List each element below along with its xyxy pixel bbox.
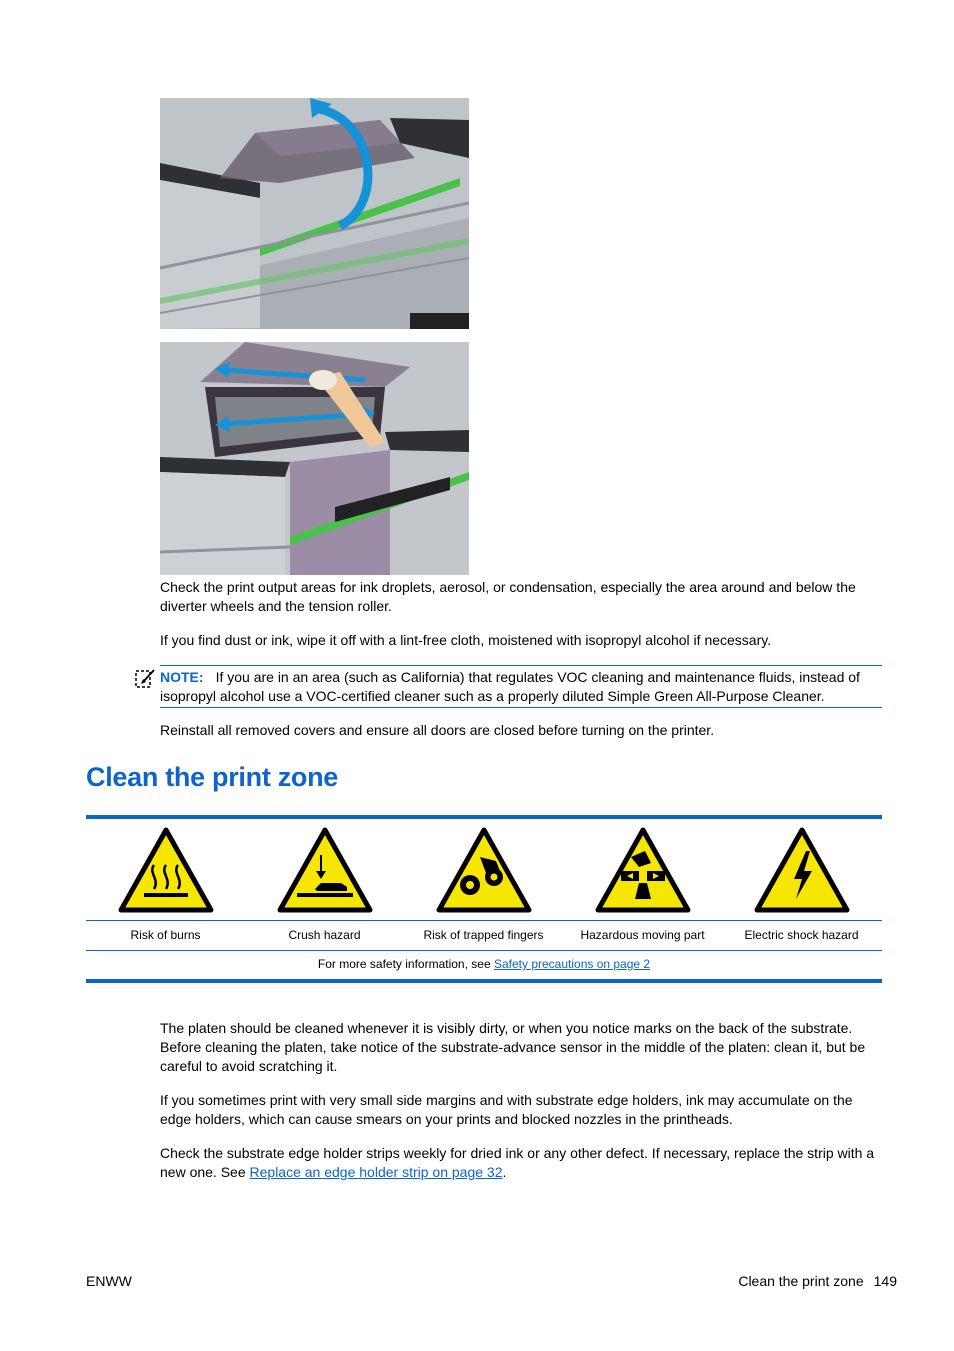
reinstall-instruction: Reinstall all removed covers and ensure all doors are closed before turning on the printer.: [160, 722, 715, 738]
crush-hazard-warning-icon: [277, 827, 373, 913]
table-rule-mid: [86, 920, 882, 921]
caption-electric-shock: Electric shock hazard: [744, 928, 859, 942]
printer-cover-wipe-image: [160, 342, 469, 575]
replace-edge-holder-link[interactable]: Replace an edge holder strip on page 32: [249, 1164, 503, 1180]
wipe-instruction: If you find dust or ink, wipe it off with a lint-free cloth, moistened with isopropyl alcohol if necessary.: [160, 632, 772, 648]
more-safety-info: [86, 957, 882, 972]
note-rule-bottom: [160, 707, 882, 708]
edge-holder-strip-prefix: Check the substrate edge holder strips weekly for dried ink or any other defect. If necessary, replace the strip with a new one. See: [160, 1145, 875, 1180]
footer-section-name: Clean the print zone: [738, 1273, 864, 1289]
table-rule-lower: [86, 950, 882, 951]
trapped-fingers-warning-icon: [436, 827, 532, 913]
platen-cleaning-paragraph: The platen should be cleaned whenever it is visibly dirty, or when you notice marks on the back of the substrate. Before cleaning the platen, take notice of the substrate-advance sensor in the middle of the platen: clean it, but be careful to avoid scratching it.: [160, 1020, 866, 1074]
table-rule-bottom: [86, 979, 882, 983]
safety-warnings-table: [86, 815, 882, 983]
note-rule-top: [160, 665, 882, 666]
page-number: 149: [873, 1273, 897, 1289]
safety-precautions-link[interactable]: Safety precautions on page 2: [493, 957, 651, 971]
caption-risk-of-burns: Risk of burns: [130, 928, 201, 942]
footer-section-page: [738, 1273, 897, 1289]
table-rule-top: [86, 815, 882, 819]
hot-surface-warning-icon: [118, 827, 214, 913]
printer-cover-open-image: [160, 98, 469, 329]
edge-holder-strip-suffix: .: [502, 1164, 507, 1180]
caption-moving-part: Hazardous moving part: [580, 928, 705, 942]
note-pencil-icon: [134, 667, 156, 689]
note-label: NOTE:: [160, 669, 204, 685]
caption-crush-hazard: Crush hazard: [288, 928, 361, 942]
output-area-instruction: Check the print output areas for ink droplets, aerosol, or condensation, especially the area around and below the diverter wheels and the tension roller.: [160, 579, 856, 614]
electric-shock-warning-icon: [754, 827, 850, 913]
more-safety-prefix: For more safety information, see: [317, 957, 494, 971]
edge-holder-strip-paragraph: [160, 1144, 882, 1182]
footer-doc-id: ENWW: [86, 1273, 132, 1289]
moving-part-warning-icon: [595, 827, 691, 913]
caption-trapped-fingers: Risk of trapped fingers: [423, 928, 544, 942]
note-text: If you are in an area (such as California) that regulates VOC cleaning and maintenance fluids, instead of isopropyl alcohol use a VOC-certified cleaner such as a properly diluted Simple Green All-Purpose Cleaner.: [160, 669, 860, 704]
section-title: Clean the print zone: [86, 762, 339, 792]
edge-holders-paragraph: If you sometimes print with very small side margins and with substrate edge holders, ink may accumulate on the edge holders, which can cause smears on your prints and blocked nozzles in the printheads.: [160, 1092, 853, 1127]
